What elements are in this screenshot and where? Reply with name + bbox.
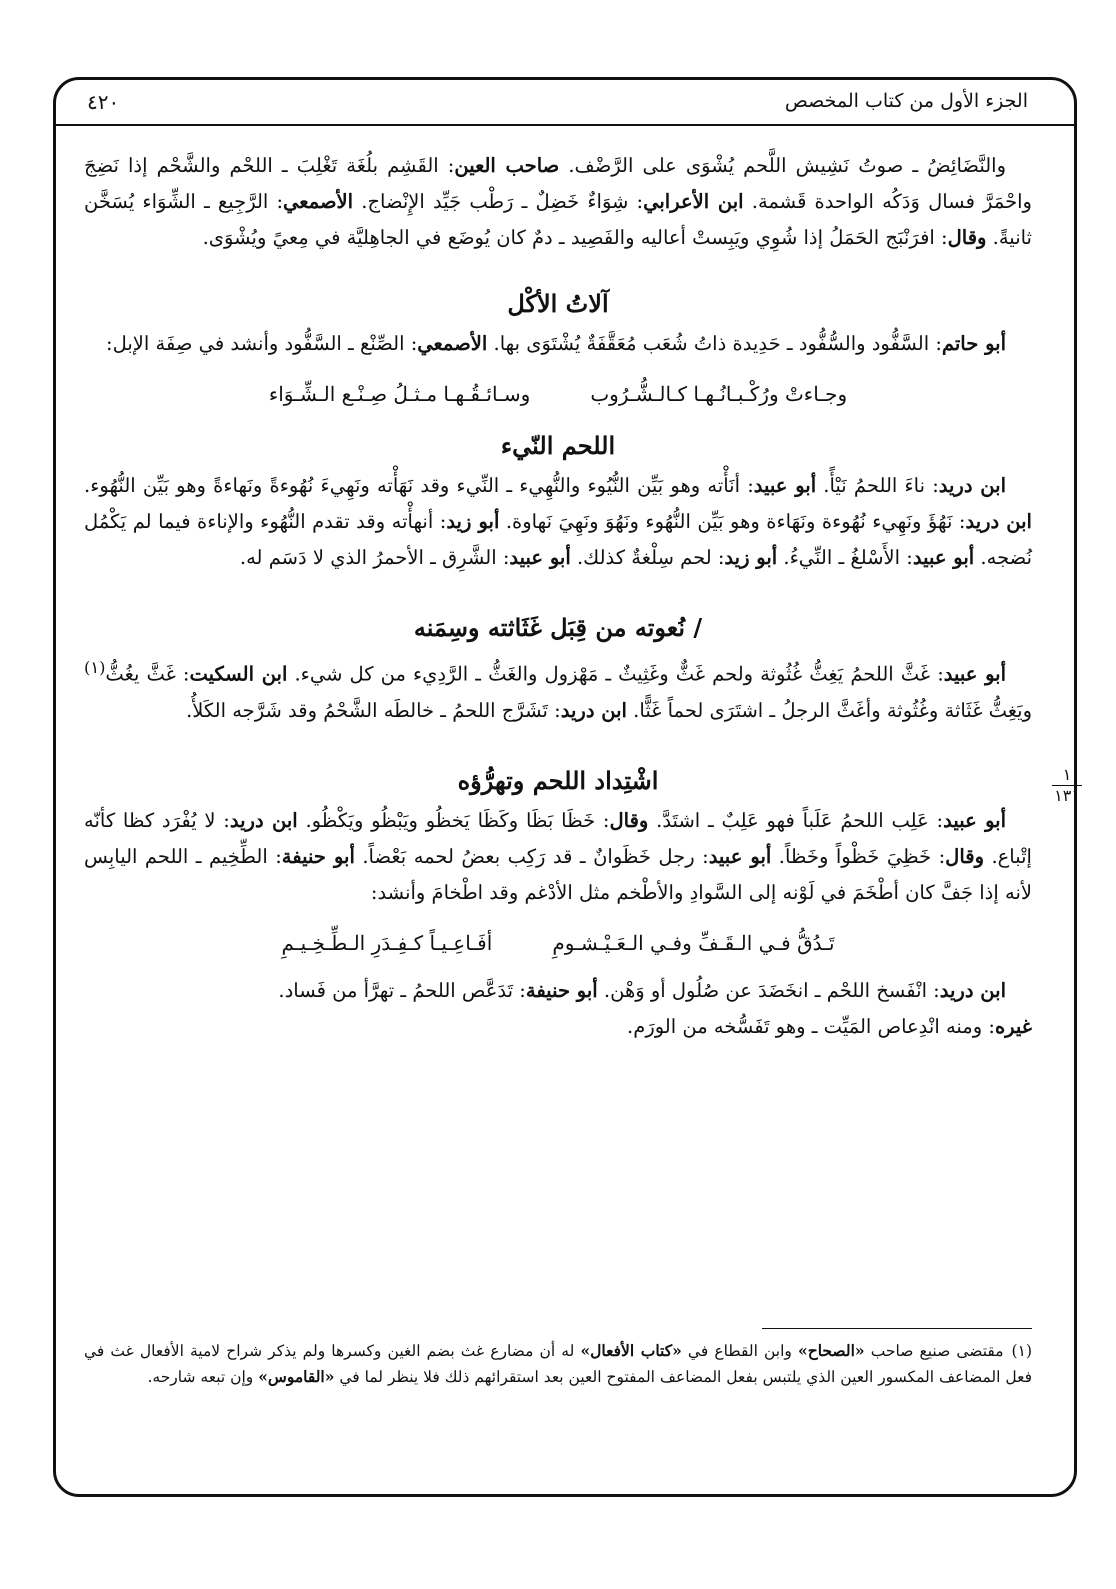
author-name: ابن دريد (938, 474, 1006, 497)
verse-first-hemistich: تَـدُقُّ فـي الـقَـفِّ وفـي الـعَـيْـشـومِ (552, 930, 835, 955)
author-name: ابن دريد (939, 978, 1006, 1002)
author-name: أبو عبيد (943, 808, 1007, 832)
text-run: : الرَّجِيع ـ الشِّوَاء يُسَخَّن ثانيةً. (84, 190, 1032, 249)
author-name: أبو حاتم (941, 332, 1006, 355)
author-name: أبو عبيد (912, 546, 975, 569)
section-heading: آلاتُ الأكْل (507, 289, 609, 318)
author-name: وقال (947, 226, 987, 249)
text-run: : غَثَّ اللحمُ يَغِثُّ غُثُوثة ولحم غَثٌّ وغَثِيثٌ ـ مَهْزول والغَثُّ ـ الرَّدِيء من كل شيء. (287, 662, 944, 686)
author-name: أبو عبيد (753, 474, 817, 497)
text-run: : السَّفُّود والسُّفُّود ـ حَدِيدة ذاتُ شُعَب مُعَقَّفَةٌ يُشْتَوَى بها. (487, 332, 942, 355)
author-name: غيره (994, 1014, 1032, 1038)
author-name: وقال (945, 844, 985, 868)
text-run: مقتضى صنيع صاحب (864, 1342, 1004, 1360)
margin-note-top: ١ (1062, 765, 1072, 784)
intro-paragraph (84, 148, 1032, 256)
verse-second-hemistich: وسـائـقُـهـا مـثـلُ صِـنْـع الـشِّـوَاء (268, 382, 531, 406)
author-name: ابن دريد (560, 698, 627, 722)
section-paragraph (84, 650, 1032, 729)
author-name: ابن الأعرابي (643, 190, 744, 213)
text-run: : ناءَ اللحمُ نَيْأً. (816, 474, 939, 497)
text-run: : لا يُفْرَد كظا كأنّه إتْباع. (84, 808, 1032, 868)
author-name: أبو زيد (446, 510, 500, 533)
text-run: : أنهأْته وقد تقدم النُّهُوء والإناءة فيما لم يَكْمُل نُضجه. (84, 510, 1032, 569)
author-name: أبو زيد (724, 546, 778, 569)
text-run: : نَهُؤَ ونَهِيء نُهُوءة ونَهَاءة وهو بَيِّن النُّهُوء ونَهُوَ ونَهِيَ نَهاوة. (499, 510, 966, 533)
author-name: أبو عبيد (708, 844, 772, 868)
text-run: : لحم سِلْغةٌ كذلك. (570, 546, 725, 569)
author-name: الأصمعي (417, 332, 488, 355)
text-run: : رجل خَظَوانٌ ـ قد رَكِب بعضُ لحمه بَعْضاً. (354, 844, 709, 868)
text-run: : القَشِم بلُغَة تَغْلِبَ ـ اللحْم والشَّحْم إذا نَضِجَ واحْمَرَّ فسال وَدَكُه الواحدة قَشمة. (84, 154, 1032, 213)
text-run: : الصِّنْع ـ السَّفُّود وأنشد في صِفَة الإبل: (106, 332, 418, 355)
text-run: : عَلِب اللحمُ عَلَباً فهو عَلِبٌ ـ اشتَدَّ. (648, 808, 944, 832)
text-run: : انْفَسخ اللحْم ـ انخَضَدَ عن صُلُول أو وَهْن. (597, 978, 940, 1002)
section-heading: اشْتِداد اللحم وتهرُّؤه (457, 765, 659, 795)
author-name: أبو حنيفة (281, 844, 355, 868)
text-run: ويَغِثُّ غَثَاثة وغُثُوثة وأغَثَّ الرجلُ ـ اشتَرَى لحماً غَثًّا. (626, 698, 1032, 722)
text-run: : تَشَرَّج اللحمُ ـ خالطَه الشَّحْمُ وقد شَرَّجه الكَلأُ. (186, 698, 561, 722)
footnote-rule (762, 1328, 1032, 1329)
author-name: ابن دريد (229, 808, 298, 832)
poetry-verse (84, 925, 1032, 961)
author-name: أبو حنيفة (525, 978, 598, 1002)
header-rule (53, 124, 1077, 126)
book-title: «كتاب الأفعال» (580, 1341, 682, 1360)
text-run: : الطِّخِيم ـ اللحم اليابِس لأنه إذا جَفَّ كان أطْخَمَ في لَوْنه إلى السَّوادِ والأطْخم مثل الأدْغم وقد اطْخامَ وأنشد: (84, 844, 1032, 904)
text-run: : غَثَّ يغُثُّ (105, 662, 190, 686)
book-title: «الصحاح» (798, 1341, 865, 1360)
author-name: الأصمعي (283, 190, 354, 213)
text-run: : الأَسْلغُ ـ النِّيءُ. (777, 546, 913, 569)
footnote-reference: (١) (84, 658, 106, 677)
author-name: ابن دريد (965, 510, 1032, 533)
poetry-verse (84, 376, 1032, 412)
section-paragraph (84, 973, 1032, 1045)
text-run: : ومنه انْدِعاص المَيِّت ـ وهو تَفَسُّخه من الورَم. (627, 1014, 995, 1038)
verse-second-hemistich: أفَـاعِـيـاً كـفِـدَرِ الـطِّـخِـيـمِ (281, 930, 493, 955)
text-run: : خَظِيَ خَظْواً وخَظاً. (771, 844, 946, 868)
author-name: ابن السكيت (189, 662, 288, 686)
text-run: وابن القطاع في (681, 1342, 798, 1360)
text-run: : خَظَا بَظَا وكَظَا يَخظُو ويَبْظُو ويَكْظُو. (297, 808, 610, 832)
text-run: : شِوَاءٌ خَضِلٌ ـ رَطْب جَيِّد الإِنْضاج. (353, 190, 644, 213)
text-run: : افرَنْبَج الحَمَلُ إذا شُوِي ويَبِستْ أعاليه والفَصِيد ـ دمٌ كان يُوضَع في الجاهِليَّة في مِعيً ويُشْوَى. (202, 226, 948, 249)
text-run: وإن تبعه شارحه. (147, 1368, 259, 1386)
margin-note-bottom: ١٣١ (1054, 786, 1080, 805)
margin-folio-note (1052, 766, 1082, 805)
page-number: ٤٢٠ (87, 90, 120, 114)
author-name: أبو عبيد (509, 546, 571, 569)
section-heading: / نُعوته من قِبَل غَثَاثته وسِمَنه (413, 613, 703, 642)
text-run: : تَدَعَّص اللحمُ ـ تهرَّأ من فَساد. (278, 978, 526, 1002)
text-run: : الشَّرِق ـ الأحمرُ الذي لا دَسَم له. (239, 546, 510, 569)
running-title: الجزء الأول من كتاب المخصص (784, 90, 1028, 112)
section-paragraph (84, 326, 1032, 362)
text-run: : أنَأْته وهو بَيِّن النُّيُوء والنُّهِيء ـ النِّيء وقد نَهَأْته ونَهِيءَ نُهُوءةً ونَهاءةً وهو بَيِّن النُّهُوء. (84, 474, 754, 497)
author-name: صاحب العين (454, 154, 560, 177)
section-paragraph (84, 803, 1032, 911)
verse-first-hemistich: وجـاءتْ ورُكْـبـانُـهـا كـالـشُّـرُوب (590, 382, 848, 406)
main-text (84, 148, 1032, 1045)
text-run: له أن مضارع غث بضم الغين وكسرها ولم يذكر شراح لامية الأفعال غث في فعل المضاعف المكسور العين الذي يلتبس بفعل المضاعف المفتوح العين بعد استقرائهم ذلك فلا ينظر لما في (84, 1342, 1032, 1386)
section-paragraph (84, 468, 1032, 576)
text-run: والنَّضَائِضُ ـ صوتُ نَشِيش اللَّحم يُشْوَى على الرَّضْف. (559, 154, 1006, 177)
section-heading: اللحم النّيء (500, 431, 616, 460)
book-title: «القاموس» (258, 1367, 335, 1386)
footnote (84, 1338, 1032, 1390)
author-name: وقال (609, 808, 649, 832)
author-name: أبو عبيد (943, 662, 1006, 686)
footnote-mark: (١) (1011, 1342, 1032, 1360)
